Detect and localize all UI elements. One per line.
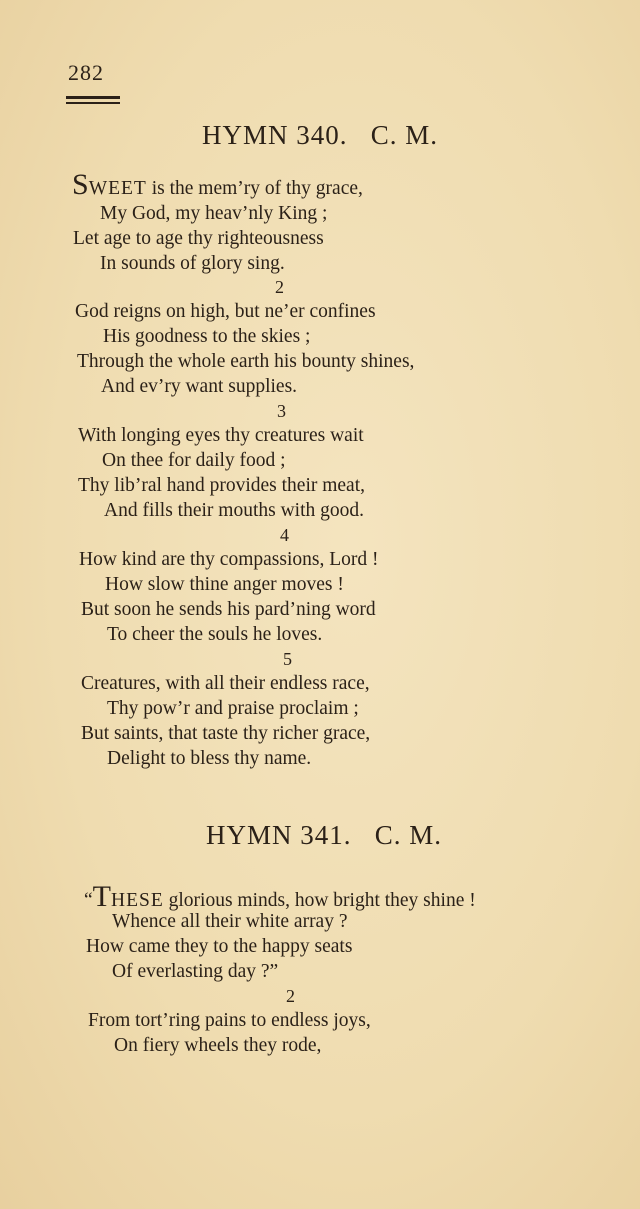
verse-line: Thy pow’r and praise proclaim ; (107, 698, 359, 719)
open-quote: “ (84, 890, 93, 911)
hymn-title: HYMN 340. C. M. (201, 120, 439, 150)
header-rule (66, 96, 120, 99)
small-caps-word: HESE (110, 890, 164, 911)
verse-line: From tort’ring pains to endless joys, (88, 1010, 371, 1031)
verse-line: On fiery wheels they rode, (114, 1035, 322, 1056)
verse-line (72, 168, 363, 201)
stanza-number: 2 (275, 277, 284, 297)
verse-line: How came they to the happy seats (86, 936, 353, 957)
verse-line: His goodness to the skies ; (103, 326, 311, 347)
verse-line: God reigns on high, but ne’er confines (75, 301, 376, 322)
verse-line: How slow thine anger moves ! (105, 574, 344, 595)
verse-line: Delight to bless thy name. (107, 748, 312, 769)
verse-line: Of everlasting day ?” (112, 961, 279, 982)
verse-line (84, 880, 476, 913)
verse-line: But saints, that taste thy richer grace, (81, 723, 371, 744)
header-rule (66, 102, 120, 104)
verse-line: Whence all their white array ? (112, 911, 348, 932)
verse-line: Let age to age thy righteousness (73, 228, 324, 249)
stanza-number: 2 (286, 986, 295, 1006)
verse-line: And ev’ry want supplies. (101, 376, 298, 397)
drop-cap: T (92, 880, 111, 913)
verse-line: But soon he sends his pard’ning word (81, 599, 376, 620)
verse-line: My God, my heav’nly King ; (100, 203, 328, 224)
drop-cap: S (72, 168, 89, 201)
verse-line: With longing eyes thy creatures wait (78, 425, 364, 446)
verse-line: Through the whole earth his bounty shines, (77, 351, 415, 372)
verse-line: Thy lib’ral hand provides their meat, (78, 475, 365, 496)
small-caps-word: WEET (88, 178, 147, 199)
verse-line: To cheer the souls he loves. (107, 624, 323, 645)
verse-line: How kind are thy compassions, Lord ! (79, 549, 379, 570)
hymn-title: HYMN 341. C. M. (205, 820, 443, 850)
verse-line: On thee for daily food ; (102, 450, 286, 471)
verse-text: is the mem’ry of thy grace, (146, 178, 363, 199)
verse-text: glorious minds, how bright they shine ! (163, 890, 476, 911)
page-number: 282 (68, 60, 104, 85)
stanza-number: 3 (277, 401, 286, 421)
verse-line: And fills their mouths with good. (104, 500, 364, 521)
stanza-number: 4 (280, 525, 289, 545)
verse-line: Creatures, with all their endless race, (81, 673, 370, 694)
stanza-number: 5 (283, 649, 292, 669)
verse-line: In sounds of glory sing. (100, 253, 285, 274)
